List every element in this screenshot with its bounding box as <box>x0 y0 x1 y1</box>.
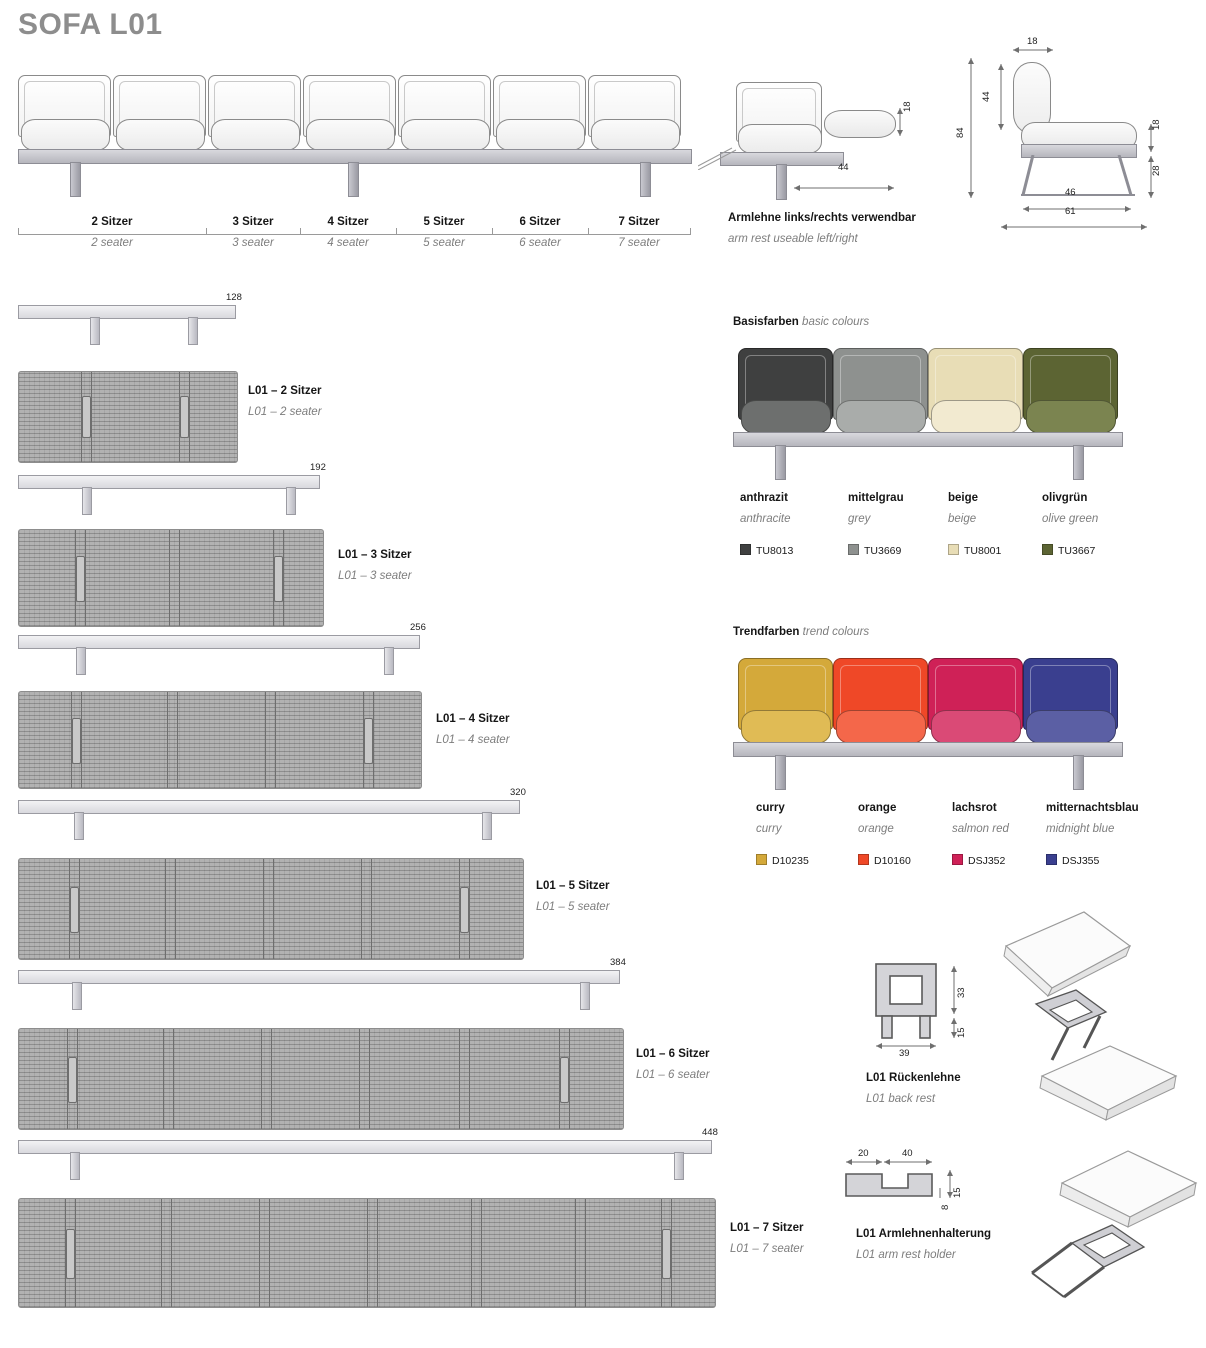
plan-width-dim: 256 <box>410 622 426 633</box>
dim-value: 18 <box>1151 119 1162 130</box>
exploded-view-back-rest <box>980 900 1190 1130</box>
colour-label: curry curry D10235 <box>756 802 809 867</box>
plan-caption: L01 – 7 Sitzer L01 – 7 seater <box>730 1222 804 1255</box>
seat-cushion <box>591 119 680 151</box>
seat-cushion <box>738 124 822 154</box>
side-view-drawing <box>955 30 1195 250</box>
dim-value: 39 <box>899 1048 910 1059</box>
colour-swatch <box>1046 854 1057 865</box>
plan-body <box>18 1028 624 1130</box>
dim-arm-depth <box>790 178 900 198</box>
dim-total-depth <box>995 218 1161 236</box>
dim-value: 61 <box>1065 206 1076 217</box>
arm-rest-holder-caption: L01 Armlehnenhalterung L01 arm rest holder <box>856 1228 992 1261</box>
colour-swatch <box>858 854 869 865</box>
seat-count-label: 3 Sitzer 3 seater <box>232 216 274 249</box>
seat-count-label: 5 Sitzer 5 seater <box>423 216 465 249</box>
dim-value: 18 <box>1027 36 1038 47</box>
arm-rest-holder-detail-drawing <box>836 1148 1016 1268</box>
plan-7-seater <box>18 1127 818 1330</box>
seat-cushion <box>401 119 490 151</box>
plan-body <box>18 371 238 463</box>
plan-body <box>18 1198 716 1308</box>
leg <box>640 162 651 197</box>
colour-label: mitternachtsblau midnight blue DSJ355 <box>1046 802 1139 867</box>
plan-caption: L01 – 5 Sitzer L01 – 5 seater <box>536 880 610 913</box>
dim-value: 8 <box>940 1204 951 1210</box>
section-hatching <box>698 144 738 170</box>
dim-value: 20 <box>858 1148 869 1159</box>
basic-colours-row <box>733 348 1153 508</box>
trend-colours-heading: Trendfarben trend colours <box>733 626 870 638</box>
plan-caption: L01 – 3 Sitzer L01 – 3 seater <box>338 549 412 582</box>
plan-3-seater <box>18 462 638 645</box>
plan-width-dim: 320 <box>510 787 526 798</box>
arm-rest-pad <box>824 110 896 138</box>
colour-label: mittelgrau grey TU3669 <box>848 492 904 557</box>
colour-swatch <box>740 544 751 555</box>
arm-rest-caption: Armlehne links/rechts verwendbar arm rest useable left/right <box>728 212 916 245</box>
seat-count-label: 6 Sitzer 6 seater <box>519 216 561 249</box>
dim-value: 15 <box>956 1027 967 1038</box>
plan-caption: L01 – 2 Sitzer L01 – 2 seater <box>248 385 322 418</box>
dim-leg-height <box>1141 152 1163 206</box>
seat-count-label: 2 Sitzer 2 seater <box>91 216 133 249</box>
back-rest-detail-drawing <box>862 960 982 1105</box>
page-title: SOFA L01 <box>18 8 163 41</box>
colour-swatch <box>1042 544 1053 555</box>
seat-count-label: 7 Sitzer 7 seater <box>618 216 660 249</box>
leg <box>776 164 787 200</box>
colour-label: lachsrot salmon red DSJ352 <box>952 802 1009 867</box>
back-rest-dims <box>942 962 968 1052</box>
colour-swatch <box>952 854 963 865</box>
colour-swatch <box>848 544 859 555</box>
plan-6-seater <box>18 957 758 1145</box>
leg <box>70 162 81 197</box>
trend-colours-row <box>733 658 1153 818</box>
seat-count-label: 4 Sitzer 4 seater <box>327 216 369 249</box>
seat-cushion <box>116 119 205 151</box>
basic-colours-heading: Basisfarben basic colours <box>733 316 870 328</box>
plan-width-dim: 128 <box>226 292 242 303</box>
plan-width-dim: 192 <box>310 462 326 473</box>
plan-body <box>18 691 422 789</box>
colour-swatch <box>756 854 767 865</box>
dim-value: 84 <box>955 127 966 138</box>
colour-label: orange orange D10160 <box>858 802 911 867</box>
plan-2-seater <box>18 292 538 465</box>
plan-body <box>18 529 324 627</box>
dim-seat-depth <box>1017 200 1147 218</box>
dim-value: 44 <box>981 91 992 102</box>
plan-caption: L01 – 6 Sitzer L01 – 6 seater <box>636 1048 710 1081</box>
seat-cushion <box>496 119 585 151</box>
seat-cushion <box>306 119 395 151</box>
seat-cushion <box>21 119 110 151</box>
colour-label: olivgrün olive green TU3667 <box>1042 492 1099 557</box>
plan-caption: L01 – 4 Sitzer L01 – 4 seater <box>436 713 510 746</box>
arm-rest-drawing <box>720 70 950 250</box>
dim-value: 44 <box>838 162 849 173</box>
back-rest-caption: L01 Rückenlehne L01 back rest <box>866 1072 961 1105</box>
colour-label: anthrazit anthracite TU8013 <box>740 492 794 557</box>
legs <box>1019 155 1149 201</box>
plan-5-seater <box>18 787 738 975</box>
colour-swatch <box>948 544 959 555</box>
dim-value: 33 <box>956 987 967 998</box>
plan-width-dim: 384 <box>610 957 626 968</box>
plan-body <box>18 858 524 960</box>
colour-label: beige beige TU8001 <box>948 492 1002 557</box>
plan-4-seater <box>18 622 718 805</box>
dim-value: 46 <box>1065 187 1076 198</box>
dim-value: 40 <box>902 1148 913 1159</box>
leg <box>348 162 359 197</box>
top-sofa-drawing <box>18 75 698 195</box>
dim-value: 28 <box>1151 165 1162 176</box>
seat-cushion <box>211 119 300 151</box>
exploded-view-arm-rest <box>1010 1125 1206 1315</box>
dim-back-height <box>989 60 1011 136</box>
dim-value: 18 <box>902 101 913 112</box>
dim-value: 15 <box>952 1187 963 1198</box>
plan-width-dim: 448 <box>702 1127 718 1138</box>
